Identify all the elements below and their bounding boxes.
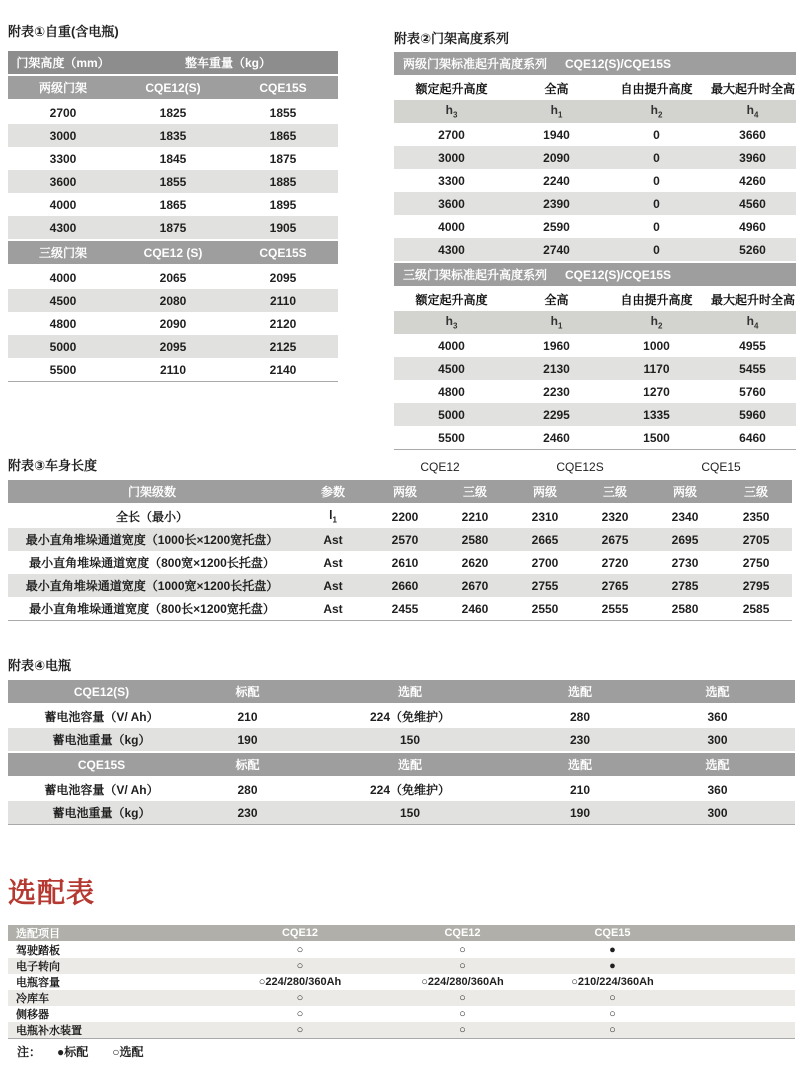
t1-value: 2110 — [228, 289, 338, 312]
t2-data-row — [394, 192, 796, 215]
t4-value: 360 — [707, 709, 728, 724]
t3-band-stage: 两级 — [650, 479, 720, 504]
t3-value: 2570 — [370, 528, 440, 551]
t2-value: 1940 — [543, 127, 570, 142]
t1-value: 5000 — [8, 335, 118, 358]
t4-value: 224（免维护） — [369, 783, 451, 797]
t1-value: 1855 — [118, 170, 228, 193]
t1-band-cell: CQE12(S) — [118, 75, 228, 100]
t4-band-row — [8, 679, 795, 704]
t2-value: 6460 — [739, 430, 766, 445]
t1-band-cell: 三级门架 — [8, 240, 118, 265]
options-data-row — [8, 974, 795, 990]
options-value: ○224/280/360Ah — [258, 976, 342, 988]
t2-col-header: 自由提升高度 — [604, 76, 709, 100]
t3-value: 2455 — [391, 601, 419, 616]
t2-symbol: $h_4$ — [709, 100, 796, 123]
t2-value: 3660 — [739, 127, 766, 142]
t2-col-header: 额定起升高度 — [394, 287, 509, 311]
table1-title: 附表①自重(含电瓶) — [8, 24, 119, 39]
t3-param: Ast — [323, 555, 343, 570]
t3-model-row — [8, 455, 792, 479]
options-item-label: 电瓶补水装置 — [8, 1022, 210, 1039]
t2-value: 1500 — [643, 430, 670, 445]
section-self-weight — [8, 24, 338, 382]
options-data-row — [8, 1022, 795, 1039]
t2-band — [394, 51, 796, 76]
t1-data-row — [8, 265, 338, 289]
t2-data-row — [394, 426, 796, 450]
t2-value: 2230 — [543, 384, 570, 399]
t1-data-row — [8, 193, 338, 216]
t1-value: 1845 — [159, 151, 187, 166]
t3-value: 2700 — [531, 555, 559, 570]
t4-data-row — [8, 704, 795, 728]
t2-value: 2390 — [509, 192, 604, 215]
mast-height-table — [394, 50, 796, 450]
t1-value: 3300 — [49, 151, 77, 166]
t3-data-row — [8, 528, 792, 551]
t1-value: 2080 — [118, 289, 228, 312]
options-data-row — [8, 942, 795, 959]
t2-value: 3000 — [394, 146, 509, 169]
t2-value: 5000 — [394, 403, 509, 426]
t4-value: 300 — [640, 728, 795, 752]
t2-value: 5500 — [438, 430, 465, 445]
self-weight-table — [8, 49, 338, 382]
t2-value: 5760 — [739, 384, 766, 399]
t4-band-config: 标配 — [195, 752, 300, 777]
table3-title: 附表③车身长度 — [8, 458, 98, 473]
t3-band-mast-stages: 门架级数 — [8, 479, 296, 504]
t2-value: 2130 — [509, 357, 604, 380]
t2-value: 4300 — [394, 238, 509, 262]
t4-value: 230 — [520, 728, 640, 752]
t2-band-row — [394, 51, 796, 76]
t1-header-mast-height: 门架高度（mm） — [8, 50, 118, 75]
t2-value: 2460 — [543, 430, 570, 445]
t4-band-row — [8, 752, 795, 777]
t3-param: Ast — [323, 601, 343, 616]
t1-value: 3600 — [8, 170, 118, 193]
options-value: ○ — [459, 1008, 466, 1020]
t4-band-config: 选配 — [300, 679, 520, 704]
table4-title: 附表④电瓶 — [8, 658, 72, 673]
t2-symbol: $h_3$ — [394, 100, 509, 123]
t1-header-truck-weight: 整车重量（kg） — [118, 50, 338, 75]
t4-band-model: CQE12(S) — [8, 679, 195, 704]
section-mast-height-series — [394, 31, 796, 450]
t3-row-label: 全长（最小） — [115, 510, 188, 524]
t3-model-header: CQE12S — [510, 455, 650, 479]
t2-band — [394, 262, 796, 287]
battery-table — [8, 678, 795, 825]
options-table — [8, 924, 795, 1039]
t2-band-label: 两级门架标准起升高度系列 — [403, 57, 548, 71]
options-filler — [690, 942, 795, 959]
t2-data-row — [394, 238, 796, 262]
options-item-label: 电瓶容量 — [16, 977, 60, 989]
t1-data-row — [8, 170, 338, 193]
t2-value: 4800 — [438, 384, 465, 399]
options-model-header: CQE15 — [535, 925, 690, 942]
options-value: ○ — [210, 958, 390, 974]
t1-value: 1905 — [228, 216, 338, 240]
t4-band-config: 选配 — [520, 752, 640, 777]
t2-value: 0 — [604, 238, 709, 262]
options-filler — [690, 958, 795, 974]
t4-value: 150 — [300, 801, 520, 825]
t1-value: 2120 — [269, 316, 297, 331]
t3-value: 2585 — [742, 601, 770, 616]
t2-data-row — [394, 380, 796, 403]
options-item-label: 侧移器 — [16, 1009, 49, 1021]
t1-value: 1865 — [159, 197, 187, 212]
t1-data-row — [8, 124, 338, 147]
t3-data-row — [8, 551, 792, 574]
t4-data-row — [8, 728, 795, 752]
t3-data-row — [8, 504, 792, 528]
t3-model-header: CQE12 — [370, 455, 510, 479]
t2-value: 4000 — [438, 338, 465, 353]
t4-row-label: 蓄电池容量（V/ Ah） — [44, 710, 159, 724]
t2-value: 1170 — [604, 357, 709, 380]
options-value: ○ — [210, 990, 390, 1006]
t3-value: 2550 — [531, 601, 559, 616]
t1-header-row — [8, 50, 338, 75]
options-value: ○ — [210, 1022, 390, 1039]
options-value: ○ — [535, 1022, 690, 1039]
t3-value: 2580 — [671, 601, 699, 616]
t3-value: 2320 — [601, 509, 629, 524]
t2-col-header: 最大起升时全高 — [709, 287, 796, 311]
t2-band-model: CQE12(S)/CQE15S — [565, 268, 672, 282]
t3-data-row — [8, 574, 792, 597]
t1-band-cell: CQE12 (S) — [118, 240, 228, 265]
options-item-label: 驾驶踏板 — [16, 945, 60, 957]
options-filler — [690, 1006, 795, 1022]
t4-row-label: 蓄电池容量（V/ Ah） — [44, 783, 159, 797]
t3-row-label: 最小直角堆垛通道宽度（1000长×1200宽托盘） — [8, 528, 296, 551]
t3-value: 2310 — [531, 509, 559, 524]
t2-col-header: 全高 — [509, 287, 604, 311]
t2-symbol: $h_3$ — [394, 311, 509, 334]
t1-value: 1825 — [159, 105, 187, 120]
t3-value: 2670 — [440, 574, 510, 597]
options-item-label: 冷库车 — [8, 990, 210, 1006]
t2-value: 0 — [604, 192, 709, 215]
t4-row-label: 蓄电池重量（kg） — [8, 801, 195, 825]
options-value: ○ — [535, 990, 690, 1006]
t2-band-model: CQE12(S)/CQE15S — [565, 57, 672, 71]
section-battery — [8, 658, 795, 825]
options-filler — [690, 1022, 795, 1039]
t4-value: 230 — [195, 801, 300, 825]
section-options — [8, 876, 795, 1059]
t1-value: 1835 — [118, 124, 228, 147]
t1-value: 4300 — [8, 216, 118, 240]
t3-value: 2750 — [742, 555, 770, 570]
legend-optional: ○选配 — [112, 1044, 144, 1059]
t1-value: 2110 — [159, 362, 187, 377]
t2-value: 5260 — [709, 238, 796, 262]
t4-band-model: CQE15S — [8, 752, 195, 777]
options-data-row — [8, 990, 795, 1006]
t2-value: 0 — [653, 219, 660, 234]
t2-value: 1335 — [604, 403, 709, 426]
t2-col-header: 全高 — [509, 76, 604, 100]
t2-value: 2700 — [438, 127, 465, 142]
t3-value: 2350 — [742, 509, 770, 524]
t2-symbol: $h_4$ — [709, 311, 796, 334]
t3-value: 2695 — [650, 528, 720, 551]
t3-value: 2340 — [671, 509, 699, 524]
t1-band-row — [8, 240, 338, 265]
t1-data-row — [8, 312, 338, 335]
t2-value: 3300 — [438, 173, 465, 188]
t4-row-label: 蓄电池重量（kg） — [8, 728, 195, 752]
t2-value: 4260 — [739, 173, 766, 188]
t1-value: 2095 — [118, 335, 228, 358]
t4-data-row — [8, 801, 795, 825]
t2-band-label: 三级门架标准起升高度系列 — [403, 268, 548, 282]
legend-standard: ●标配 — [57, 1044, 89, 1059]
t2-symbol: $h_1$ — [509, 311, 604, 334]
t4-value: 360 — [707, 782, 728, 797]
t4-band-config: 选配 — [640, 679, 795, 704]
t2-value: 0 — [653, 127, 660, 142]
t1-value: 1895 — [269, 197, 297, 212]
t2-value: 4955 — [739, 338, 766, 353]
table2-title: 附表②门架高度系列 — [394, 31, 510, 46]
t4-value: 210 — [237, 709, 258, 724]
t2-value: 1270 — [643, 384, 670, 399]
t2-band-row — [394, 262, 796, 287]
t1-data-row — [8, 358, 338, 382]
t1-band-cell: 两级门架 — [8, 75, 118, 100]
t3-value: 2765 — [580, 574, 650, 597]
options-value: ○210/224/360Ah — [571, 976, 654, 988]
t2-symbol-row — [394, 311, 796, 334]
t2-symbol-row — [394, 100, 796, 123]
options-value: ○224/280/360Ah — [421, 976, 504, 988]
t1-value: 1875 — [118, 216, 228, 240]
t1-value: 4000 — [49, 270, 77, 285]
t1-band-cell: CQE15S — [228, 240, 338, 265]
options-item-label: 电子转向 — [8, 958, 210, 974]
t3-band-row — [8, 479, 792, 504]
t4-band-config: 标配 — [195, 679, 300, 704]
t2-value: 5455 — [709, 357, 796, 380]
options-value: ● — [609, 944, 616, 956]
t3-value: 2665 — [510, 528, 580, 551]
options-item-header: 选配项目 — [8, 925, 210, 942]
t2-data-row — [394, 123, 796, 146]
options-value: ○ — [459, 944, 466, 956]
t3-value: 2610 — [391, 555, 419, 570]
t2-col-header: 自由提升高度 — [604, 287, 709, 311]
t1-value: 1855 — [269, 105, 297, 120]
options-note — [8, 1043, 795, 1059]
t1-value: 2090 — [159, 316, 187, 331]
t3-value: 2730 — [671, 555, 699, 570]
t3-value: 2785 — [650, 574, 720, 597]
t3-band-stage: 两级 — [510, 479, 580, 504]
t2-value: 4560 — [709, 192, 796, 215]
t2-value: 5960 — [709, 403, 796, 426]
t1-value: 2095 — [269, 270, 297, 285]
t3-value: 2580 — [440, 528, 510, 551]
options-value: ○ — [296, 1008, 304, 1020]
t3-param: Ast — [296, 528, 370, 551]
t3-value: 2210 — [461, 509, 489, 524]
t2-data-row — [394, 334, 796, 357]
t3-value: 2795 — [720, 574, 792, 597]
t1-value: 2065 — [159, 270, 187, 285]
t1-data-row — [8, 335, 338, 358]
t3-row-label: 最小直角堆垛通道宽度（1000宽×1200长托盘） — [8, 574, 296, 597]
t4-value: 190 — [195, 728, 300, 752]
t1-value: 1875 — [269, 151, 297, 166]
t4-band-config: 选配 — [520, 679, 640, 704]
t2-value: 3600 — [394, 192, 509, 215]
t2-col-header: 最大起升时全高 — [709, 76, 796, 100]
t4-value: 280 — [237, 782, 258, 797]
t2-data-row — [394, 403, 796, 426]
t4-value: 300 — [640, 801, 795, 825]
t4-band-config: 选配 — [300, 752, 520, 777]
t1-value: 2125 — [228, 335, 338, 358]
t1-data-row — [8, 289, 338, 312]
t3-band-stage: 两级 — [370, 479, 440, 504]
t3-value: 2620 — [461, 555, 489, 570]
t3-value: 2675 — [580, 528, 650, 551]
t2-value: 2590 — [543, 219, 570, 234]
t1-value: 3000 — [8, 124, 118, 147]
options-header-row — [8, 925, 795, 942]
t1-value: 1885 — [228, 170, 338, 193]
t2-symbol: $h_2$ — [604, 311, 709, 334]
t2-data-row — [394, 215, 796, 238]
t4-value: 224（免维护） — [369, 710, 451, 724]
t2-col-header: 额定起升高度 — [394, 76, 509, 100]
t1-value: 2700 — [49, 105, 77, 120]
t1-value: 1865 — [228, 124, 338, 147]
note-label: 注： — [17, 1044, 42, 1059]
t2-data-row — [394, 357, 796, 380]
t3-model-header: CQE15 — [650, 455, 792, 479]
options-value: ○ — [390, 1022, 535, 1039]
t2-value: 4000 — [438, 219, 465, 234]
t1-data-row — [8, 147, 338, 170]
t2-value: 2740 — [509, 238, 604, 262]
t4-value: 210 — [569, 782, 591, 797]
t2-symbol: $h_1$ — [509, 100, 604, 123]
t2-data-row — [394, 146, 796, 169]
t4-band-config: 选配 — [640, 752, 795, 777]
t3-value: 2705 — [720, 528, 792, 551]
t1-data-row — [8, 100, 338, 124]
options-value: ○ — [296, 944, 304, 956]
options-filler — [690, 990, 795, 1006]
t2-value: 2240 — [543, 173, 570, 188]
t1-band-cell: CQE15S — [228, 75, 338, 100]
t3-row-label: 最小直角堆垛通道宽度（800宽×1200长托盘） — [29, 556, 275, 570]
t3-param: $l_1$ — [329, 508, 337, 525]
t2-value: 4500 — [394, 357, 509, 380]
t4-value: 190 — [520, 801, 640, 825]
t1-value: 2140 — [269, 362, 297, 377]
t3-value: 2720 — [601, 555, 629, 570]
t1-value: 4800 — [49, 316, 77, 331]
t3-value: 2755 — [510, 574, 580, 597]
t1-band-row — [8, 75, 338, 100]
t3-row-label: 最小直角堆垛通道宽度（800长×1200宽托盘） — [29, 602, 275, 616]
options-filler — [690, 974, 795, 990]
t1-value: 4000 — [49, 197, 77, 212]
t2-value: 4960 — [739, 219, 766, 234]
t4-value: 280 — [569, 709, 591, 724]
t3-value: 2660 — [370, 574, 440, 597]
t2-value: 1000 — [643, 338, 670, 353]
t3-value: 2555 — [601, 601, 629, 616]
t3-band-stage: 三级 — [580, 479, 650, 504]
t3-band-stage: 三级 — [720, 479, 792, 504]
t3-value: 2200 — [391, 509, 419, 524]
t3-band-param: 参数 — [296, 479, 370, 504]
options-data-row — [8, 958, 795, 974]
t1-data-row — [8, 216, 338, 240]
t3-value: 2460 — [461, 601, 489, 616]
t1-value: 4500 — [8, 289, 118, 312]
t2-value: 0 — [653, 173, 660, 188]
options-data-row — [8, 1006, 795, 1022]
t1-value: 5500 — [49, 362, 77, 377]
t2-data-row — [394, 169, 796, 192]
t3-band-stage: 三级 — [440, 479, 510, 504]
t2-header-row — [394, 76, 796, 100]
body-length-table — [8, 455, 792, 621]
t2-symbol: $h_2$ — [604, 100, 709, 123]
t2-header-row — [394, 287, 796, 311]
options-value: ○ — [390, 990, 535, 1006]
t3-data-row — [8, 597, 792, 621]
options-value: ○ — [609, 1008, 616, 1020]
t4-value: 150 — [300, 728, 520, 752]
t2-value: 0 — [604, 146, 709, 169]
options-model-header: CQE12 — [390, 925, 535, 942]
section-body-length — [8, 455, 792, 621]
t2-value: 1960 — [543, 338, 570, 353]
t2-value: 2295 — [509, 403, 604, 426]
t2-value: 2090 — [509, 146, 604, 169]
options-title: 选配表 — [8, 877, 96, 908]
options-value: ○ — [390, 958, 535, 974]
options-model-header: CQE12 — [210, 925, 390, 942]
t3-param: Ast — [296, 574, 370, 597]
t2-value: 3960 — [709, 146, 796, 169]
t4-data-row — [8, 777, 795, 801]
options-value: ● — [535, 958, 690, 974]
options-header-filler — [690, 925, 795, 942]
